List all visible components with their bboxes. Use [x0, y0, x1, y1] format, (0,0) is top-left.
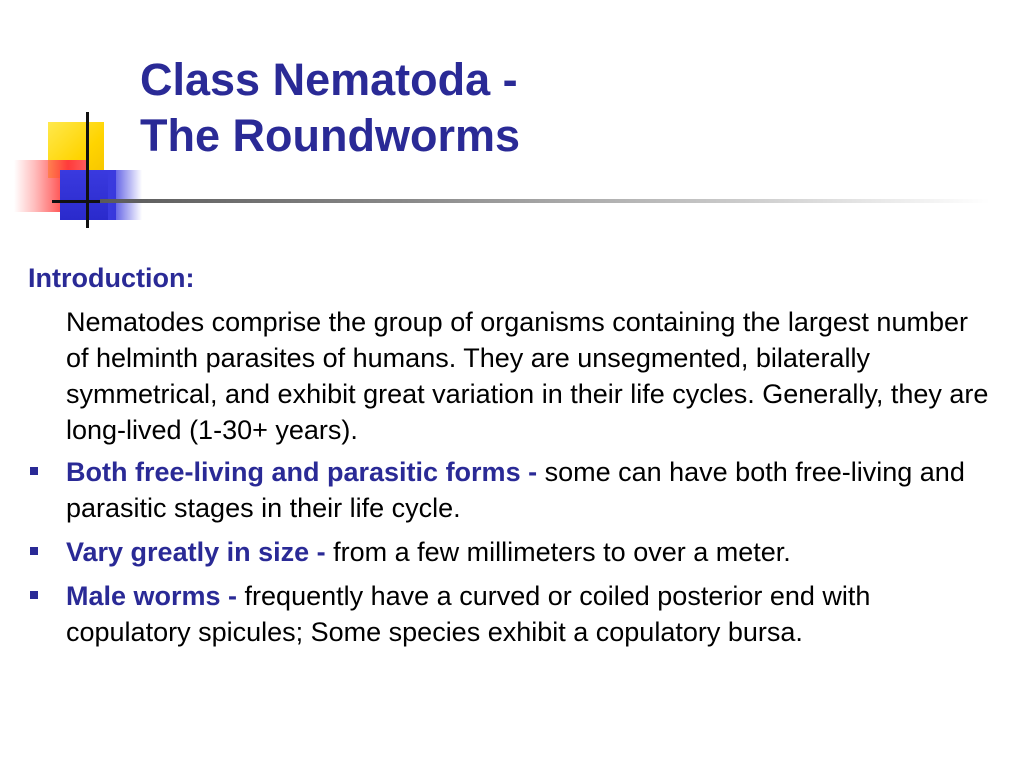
- bullet-item: [28, 454, 996, 526]
- bullet-item: [28, 534, 996, 570]
- vertical-line-decoration: [86, 112, 89, 228]
- title-line-1: Class Nematoda -: [140, 54, 518, 105]
- bullet-text: frequently have a curved or coiled posterior end with copulatory spicules; Some species exhibit a copulatory bursa.: [66, 581, 871, 647]
- bullet-list: [28, 454, 996, 650]
- bullet-term: Vary greatly in size -: [66, 537, 334, 567]
- title-underline-rule: [100, 199, 990, 203]
- slide-title: [140, 52, 1000, 164]
- bullet-text: some can have both free-living and parasitic stages in their life cycle.: [66, 457, 965, 523]
- square-bullet-icon: [30, 591, 38, 599]
- intro-paragraph: Nematodes comprise the group of organisms containing the largest number of helminth parasites of humans. They are unsegmented, bilaterally symmetrical, and exhibit great variation in their life cycles. Generally, they are long-lived (1-30+ years).: [66, 307, 989, 445]
- intro-heading: Introduction:: [28, 263, 195, 293]
- title-line-2: The Roundworms: [140, 110, 520, 161]
- bullet-item: [28, 578, 996, 650]
- bullet-term: Male worms -: [66, 581, 245, 611]
- blue-fade-decoration: [108, 170, 142, 220]
- slide-content: [28, 260, 996, 658]
- square-bullet-icon: [30, 467, 38, 475]
- bullet-text: from a few millimeters to over a meter.: [333, 537, 791, 567]
- square-bullet-icon: [30, 547, 38, 555]
- bullet-term: Both free-living and parasitic forms -: [66, 457, 545, 487]
